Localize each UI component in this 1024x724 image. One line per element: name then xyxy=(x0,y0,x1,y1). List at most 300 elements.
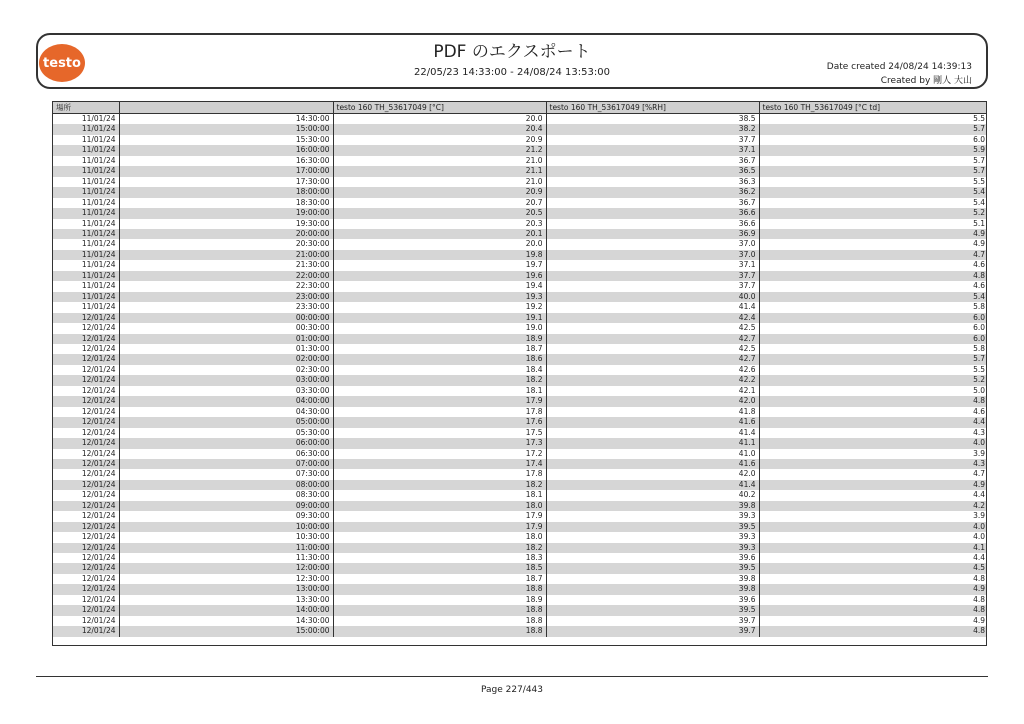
cell-dewpoint: 4.3 xyxy=(759,428,987,438)
cell-time: 14:00:00 xyxy=(119,605,333,615)
cell-time: 17:30:00 xyxy=(119,177,333,187)
cell-dewpoint: 4.8 xyxy=(759,605,987,615)
cell-temperature: 17.8 xyxy=(333,407,546,417)
cell-dewpoint: 5.4 xyxy=(759,292,987,302)
table-row xyxy=(53,365,987,375)
cell-date: 11/01/24 xyxy=(53,187,119,197)
cell-date: 11/01/24 xyxy=(53,292,119,302)
table-row xyxy=(53,501,987,511)
cell-time: 00:00:00 xyxy=(119,313,333,323)
cell-temperature: 17.5 xyxy=(333,428,546,438)
cell-date: 11/01/24 xyxy=(53,271,119,281)
cell-humidity: 38.2 xyxy=(546,124,759,134)
cell-time: 06:00:00 xyxy=(119,438,333,448)
cell-time: 16:00:00 xyxy=(119,145,333,155)
cell-time: 05:30:00 xyxy=(119,428,333,438)
cell-dewpoint: 4.4 xyxy=(759,490,987,500)
cell-time: 15:30:00 xyxy=(119,135,333,145)
table-row xyxy=(53,313,987,323)
cell-temperature: 18.9 xyxy=(333,334,546,344)
cell-humidity: 42.7 xyxy=(546,354,759,364)
cell-time: 20:00:00 xyxy=(119,229,333,239)
cell-date: 11/01/24 xyxy=(81,302,116,312)
cell-date: 11/01/24 xyxy=(81,155,116,165)
cell-humidity: 36.3 xyxy=(546,177,759,187)
cell-dewpoint: 4.0 xyxy=(759,532,987,542)
page-number: Page 227/443 xyxy=(480,685,544,695)
cell-dewpoint: 5.5 xyxy=(759,177,987,187)
table-row xyxy=(53,522,987,532)
cell-time: 07:30:00 xyxy=(119,469,333,479)
table-row xyxy=(53,532,987,542)
cell-humidity: 36.9 xyxy=(546,229,759,239)
cell-dewpoint: 5.1 xyxy=(759,219,987,229)
cell-date: 12/01/24 xyxy=(53,417,119,427)
cell-temperature: 18.0 xyxy=(333,532,546,542)
cell-humidity: 36.5 xyxy=(546,166,759,176)
cell-humidity: 42.7 xyxy=(546,334,759,344)
table-row xyxy=(53,459,987,469)
cell-temperature: 17.8 xyxy=(333,469,546,479)
cell-date: 11/01/24 xyxy=(81,114,116,123)
cell-date: 12/01/24 xyxy=(53,626,119,636)
cell-date: 12/01/24 xyxy=(81,511,116,521)
date-range: 22/05/23 14:33:00 - 24/08/24 13:53:00 xyxy=(414,67,610,78)
report-title: PDF のエクスポート xyxy=(433,42,591,62)
table-row xyxy=(53,574,987,584)
created-by: Created by 剛人 大山 xyxy=(880,76,972,86)
cell-dewpoint: 4.5 xyxy=(759,563,987,573)
cell-dewpoint: 4.8 xyxy=(759,396,987,406)
cell-time: 09:00:00 xyxy=(119,501,333,511)
table-row xyxy=(53,145,987,155)
cell-dewpoint: 4.7 xyxy=(759,469,987,479)
table-row xyxy=(53,166,987,176)
cell-time: 21:00:00 xyxy=(119,250,333,260)
cell-temperature: 21.0 xyxy=(333,156,546,166)
table-row xyxy=(53,616,987,626)
cell-temperature: 17.9 xyxy=(333,511,546,521)
cell-dewpoint: 4.4 xyxy=(759,553,987,563)
cell-date: 12/01/24 xyxy=(53,605,119,615)
cell-date: 12/01/24 xyxy=(53,396,119,406)
cell-temperature: 19.8 xyxy=(333,250,546,260)
cell-dewpoint: 4.6 xyxy=(759,260,987,270)
table-row xyxy=(53,177,987,187)
cell-temperature: 18.2 xyxy=(333,480,546,490)
cell-time: 13:30:00 xyxy=(119,595,333,605)
table-row xyxy=(53,490,987,500)
logo-text: testo xyxy=(43,55,81,71)
cell-dewpoint: 5.4 xyxy=(759,187,987,197)
cell-dewpoint: 4.8 xyxy=(759,595,987,605)
table-row xyxy=(53,438,987,448)
cell-time: 04:30:00 xyxy=(119,407,333,417)
table-row xyxy=(53,354,987,364)
cell-date: 12/01/24 xyxy=(81,448,116,458)
cell-humidity: 42.5 xyxy=(546,323,759,333)
cell-date: 11/01/24 xyxy=(53,250,119,260)
cell-date: 11/01/24 xyxy=(53,208,119,218)
cell-temperature: 19.3 xyxy=(333,292,546,302)
cell-date: 12/01/24 xyxy=(81,490,116,500)
cell-temperature: 17.6 xyxy=(333,417,546,427)
cell-date: 11/01/24 xyxy=(53,166,119,176)
cell-time: 12:00:00 xyxy=(119,563,333,573)
cell-dewpoint: 3.9 xyxy=(759,511,987,521)
cell-dewpoint: 5.0 xyxy=(759,386,987,396)
cell-dewpoint: 4.9 xyxy=(759,584,987,594)
cell-temperature: 19.4 xyxy=(333,281,546,291)
table-row xyxy=(53,114,987,125)
table-body xyxy=(53,114,987,637)
cell-date: 11/01/24 xyxy=(81,176,116,186)
cell-humidity: 39.6 xyxy=(546,553,759,563)
cell-time: 18:30:00 xyxy=(119,198,333,208)
cell-humidity: 39.8 xyxy=(546,501,759,511)
table-row xyxy=(53,563,987,573)
cell-temperature: 18.2 xyxy=(333,543,546,553)
cell-date: 11/01/24 xyxy=(81,197,116,207)
cell-dewpoint: 5.8 xyxy=(759,344,987,354)
table-row xyxy=(53,511,987,521)
table-row xyxy=(53,396,987,406)
cell-dewpoint: 4.4 xyxy=(759,417,987,427)
cell-temperature: 19.6 xyxy=(333,271,546,281)
cell-dewpoint: 4.1 xyxy=(759,543,987,553)
table-row xyxy=(53,375,987,385)
cell-time: 22:00:00 xyxy=(119,271,333,281)
cell-humidity: 42.2 xyxy=(546,375,759,385)
cell-temperature: 20.9 xyxy=(333,135,546,145)
cell-temperature: 20.4 xyxy=(333,124,546,134)
table-row xyxy=(53,553,987,563)
cell-dewpoint: 5.9 xyxy=(759,145,987,155)
cell-dewpoint: 4.8 xyxy=(759,626,987,636)
cell-time: 10:00:00 xyxy=(119,522,333,532)
cell-dewpoint: 4.3 xyxy=(759,459,987,469)
table-row xyxy=(53,271,987,281)
cell-time: 19:00:00 xyxy=(119,208,333,218)
cell-temperature: 17.4 xyxy=(333,459,546,469)
footer-divider xyxy=(36,676,988,677)
table-row xyxy=(53,595,987,605)
cell-temperature: 18.1 xyxy=(333,386,546,396)
cell-humidity: 39.7 xyxy=(546,626,759,636)
cell-temperature: 19.2 xyxy=(333,302,546,312)
cell-time: 11:00:00 xyxy=(119,543,333,553)
table-row xyxy=(53,417,987,427)
header-time xyxy=(119,102,333,114)
cell-temperature: 17.9 xyxy=(333,522,546,532)
table-row xyxy=(53,250,987,260)
cell-temperature: 18.6 xyxy=(333,354,546,364)
table-row xyxy=(53,344,987,354)
cell-humidity: 41.6 xyxy=(546,417,759,427)
cell-temperature: 20.3 xyxy=(333,219,546,229)
cell-date: 11/01/24 xyxy=(81,239,116,249)
cell-humidity: 39.3 xyxy=(546,511,759,521)
cell-dewpoint: 5.7 xyxy=(759,124,987,134)
table-row xyxy=(53,135,987,145)
cell-humidity: 39.5 xyxy=(546,563,759,573)
table-row xyxy=(53,302,987,312)
cell-temperature: 18.2 xyxy=(333,375,546,385)
cell-humidity: 39.3 xyxy=(546,532,759,542)
cell-time: 09:30:00 xyxy=(119,511,333,521)
cell-date: 12/01/24 xyxy=(53,459,119,469)
cell-date: 12/01/24 xyxy=(53,563,119,573)
cell-temperature: 18.7 xyxy=(333,344,546,354)
cell-date: 12/01/24 xyxy=(81,553,116,563)
table-row xyxy=(53,626,987,636)
date-created: Date created 24/08/24 14:39:13 xyxy=(826,62,972,72)
cell-temperature: 19.1 xyxy=(333,313,546,323)
cell-temperature: 21.1 xyxy=(333,166,546,176)
table-row xyxy=(53,156,987,166)
cell-date: 12/01/24 xyxy=(53,584,119,594)
cell-temperature: 20.1 xyxy=(333,229,546,239)
cell-dewpoint: 4.7 xyxy=(759,250,987,260)
cell-dewpoint: 4.0 xyxy=(759,522,987,532)
cell-date: 12/01/24 xyxy=(81,343,116,353)
cell-humidity: 36.2 xyxy=(546,187,759,197)
data-table xyxy=(53,102,987,637)
cell-time: 16:30:00 xyxy=(119,156,333,166)
table-row xyxy=(53,323,987,333)
table-row xyxy=(53,198,987,208)
cell-time: 15:00:00 xyxy=(119,124,333,134)
cell-date: 11/01/24 xyxy=(81,260,116,270)
header-humidity: testo 160 TH_53617049 [%RH] xyxy=(546,102,759,114)
cell-temperature: 18.8 xyxy=(333,605,546,615)
table-row xyxy=(53,281,987,291)
cell-time: 14:30:00 xyxy=(119,616,333,626)
cell-humidity: 41.4 xyxy=(546,302,759,312)
cell-dewpoint: 5.5 xyxy=(759,365,987,375)
table-row xyxy=(53,386,987,396)
cell-time: 20:30:00 xyxy=(119,239,333,249)
cell-temperature: 18.7 xyxy=(333,574,546,584)
cell-date: 12/01/24 xyxy=(81,594,116,604)
cell-dewpoint: 5.2 xyxy=(759,208,987,218)
cell-temperature: 17.3 xyxy=(333,438,546,448)
cell-time: 23:00:00 xyxy=(119,292,333,302)
cell-time: 22:30:00 xyxy=(119,281,333,291)
cell-humidity: 39.5 xyxy=(546,605,759,615)
cell-dewpoint: 6.0 xyxy=(759,334,987,344)
cell-temperature: 20.0 xyxy=(333,239,546,249)
cell-humidity: 41.4 xyxy=(546,428,759,438)
cell-dewpoint: 6.0 xyxy=(759,135,987,145)
cell-humidity: 41.4 xyxy=(546,480,759,490)
cell-date: 12/01/24 xyxy=(81,427,116,437)
cell-humidity: 40.2 xyxy=(546,490,759,500)
cell-temperature: 18.9 xyxy=(333,595,546,605)
table-row xyxy=(53,239,987,249)
cell-date: 12/01/24 xyxy=(81,385,116,395)
cell-dewpoint: 4.9 xyxy=(759,229,987,239)
data-table-container xyxy=(52,101,987,646)
table-row xyxy=(53,480,987,490)
cell-humidity: 42.6 xyxy=(546,365,759,375)
cell-dewpoint: 5.5 xyxy=(759,114,987,125)
cell-humidity: 37.7 xyxy=(546,281,759,291)
table-row xyxy=(53,208,987,218)
cell-humidity: 42.5 xyxy=(546,344,759,354)
header-temperature: testo 160 TH_53617049 [°C] xyxy=(333,102,546,114)
cell-time: 02:30:00 xyxy=(119,365,333,375)
cell-humidity: 37.0 xyxy=(546,250,759,260)
cell-date: 12/01/24 xyxy=(81,323,116,333)
cell-time: 04:00:00 xyxy=(119,396,333,406)
cell-humidity: 38.5 xyxy=(546,114,759,125)
cell-humidity: 39.6 xyxy=(546,595,759,605)
cell-dewpoint: 6.0 xyxy=(759,313,987,323)
cell-humidity: 39.7 xyxy=(546,616,759,626)
cell-dewpoint: 3.9 xyxy=(759,449,987,459)
cell-temperature: 21.2 xyxy=(333,145,546,155)
cell-time: 11:30:00 xyxy=(119,553,333,563)
cell-humidity: 36.6 xyxy=(546,219,759,229)
cell-date: 12/01/24 xyxy=(53,501,119,511)
cell-dewpoint: 4.9 xyxy=(759,239,987,249)
table-row xyxy=(53,334,987,344)
cell-humidity: 40.0 xyxy=(546,292,759,302)
table-row xyxy=(53,292,987,302)
cell-time: 15:00:00 xyxy=(119,626,333,636)
cell-humidity: 42.0 xyxy=(546,396,759,406)
cell-humidity: 41.1 xyxy=(546,438,759,448)
cell-time: 01:00:00 xyxy=(119,334,333,344)
cell-humidity: 41.0 xyxy=(546,449,759,459)
cell-time: 19:30:00 xyxy=(119,219,333,229)
cell-humidity: 39.3 xyxy=(546,543,759,553)
cell-dewpoint: 5.4 xyxy=(759,198,987,208)
cell-dewpoint: 5.7 xyxy=(759,156,987,166)
cell-temperature: 17.9 xyxy=(333,396,546,406)
cell-time: 08:30:00 xyxy=(119,490,333,500)
cell-dewpoint: 5.8 xyxy=(759,302,987,312)
table-row xyxy=(53,260,987,270)
cell-date: 12/01/24 xyxy=(81,532,116,542)
table-row xyxy=(53,124,987,134)
cell-date: 12/01/24 xyxy=(53,522,119,532)
cell-humidity: 39.5 xyxy=(546,522,759,532)
cell-date: 12/01/24 xyxy=(53,375,119,385)
cell-humidity: 42.0 xyxy=(546,469,759,479)
cell-date: 11/01/24 xyxy=(53,145,119,155)
cell-date: 11/01/24 xyxy=(81,281,116,291)
cell-humidity: 42.1 xyxy=(546,386,759,396)
cell-temperature: 20.7 xyxy=(333,198,546,208)
cell-dewpoint: 4.6 xyxy=(759,407,987,417)
cell-time: 00:30:00 xyxy=(119,323,333,333)
cell-temperature: 18.5 xyxy=(333,563,546,573)
cell-date: 11/01/24 xyxy=(81,218,116,228)
cell-humidity: 41.8 xyxy=(546,407,759,417)
cell-temperature: 18.8 xyxy=(333,584,546,594)
cell-time: 21:30:00 xyxy=(119,260,333,270)
cell-dewpoint: 6.0 xyxy=(759,323,987,333)
cell-time: 10:30:00 xyxy=(119,532,333,542)
cell-date: 11/01/24 xyxy=(53,124,119,134)
cell-date: 12/01/24 xyxy=(81,615,116,625)
table-row xyxy=(53,469,987,479)
cell-humidity: 37.0 xyxy=(546,239,759,249)
table-row xyxy=(53,584,987,594)
table-row xyxy=(53,543,987,553)
cell-temperature: 18.4 xyxy=(333,365,546,375)
cell-date: 12/01/24 xyxy=(53,438,119,448)
cell-humidity: 36.7 xyxy=(546,198,759,208)
cell-temperature: 19.0 xyxy=(333,323,546,333)
cell-temperature: 20.5 xyxy=(333,208,546,218)
table-row xyxy=(53,219,987,229)
table-row xyxy=(53,187,987,197)
cell-temperature: 18.8 xyxy=(333,626,546,636)
cell-date: 12/01/24 xyxy=(53,334,119,344)
cell-temperature: 18.3 xyxy=(333,553,546,563)
table-row xyxy=(53,605,987,615)
cell-date: 12/01/24 xyxy=(53,313,119,323)
cell-dewpoint: 4.9 xyxy=(759,480,987,490)
cell-time: 08:00:00 xyxy=(119,480,333,490)
cell-humidity: 37.1 xyxy=(546,145,759,155)
cell-date: 12/01/24 xyxy=(81,469,116,479)
cell-time: 01:30:00 xyxy=(119,344,333,354)
cell-time: 23:30:00 xyxy=(119,302,333,312)
table-row xyxy=(53,407,987,417)
cell-dewpoint: 4.9 xyxy=(759,616,987,626)
header-dewpoint: testo 160 TH_53617049 [°C td] xyxy=(759,102,987,114)
table-header-row xyxy=(53,102,987,114)
cell-humidity: 37.1 xyxy=(546,260,759,270)
table-row xyxy=(53,428,987,438)
cell-temperature: 18.0 xyxy=(333,501,546,511)
cell-temperature: 21.0 xyxy=(333,177,546,187)
cell-humidity: 41.6 xyxy=(546,459,759,469)
table-row xyxy=(53,229,987,239)
cell-dewpoint: 4.8 xyxy=(759,271,987,281)
cell-time: 14:30:00 xyxy=(119,114,333,125)
cell-date: 11/01/24 xyxy=(53,229,119,239)
cell-time: 03:30:00 xyxy=(119,386,333,396)
cell-date: 12/01/24 xyxy=(81,406,116,416)
cell-humidity: 37.7 xyxy=(546,135,759,145)
cell-temperature: 18.1 xyxy=(333,490,546,500)
cell-temperature: 18.8 xyxy=(333,616,546,626)
cell-humidity: 36.6 xyxy=(546,208,759,218)
cell-date: 12/01/24 xyxy=(53,354,119,364)
cell-temperature: 20.9 xyxy=(333,187,546,197)
cell-time: 07:00:00 xyxy=(119,459,333,469)
cell-humidity: 36.7 xyxy=(546,156,759,166)
cell-time: 12:30:00 xyxy=(119,574,333,584)
table-row xyxy=(53,449,987,459)
cell-humidity: 39.8 xyxy=(546,584,759,594)
cell-date: 11/01/24 xyxy=(81,134,116,144)
cell-time: 18:00:00 xyxy=(119,187,333,197)
cell-dewpoint: 5.7 xyxy=(759,166,987,176)
cell-dewpoint: 4.2 xyxy=(759,501,987,511)
cell-humidity: 39.8 xyxy=(546,574,759,584)
cell-humidity: 37.7 xyxy=(546,271,759,281)
cell-time: 02:00:00 xyxy=(119,354,333,364)
cell-time: 06:30:00 xyxy=(119,449,333,459)
cell-dewpoint: 5.2 xyxy=(759,375,987,385)
cell-time: 03:00:00 xyxy=(119,375,333,385)
